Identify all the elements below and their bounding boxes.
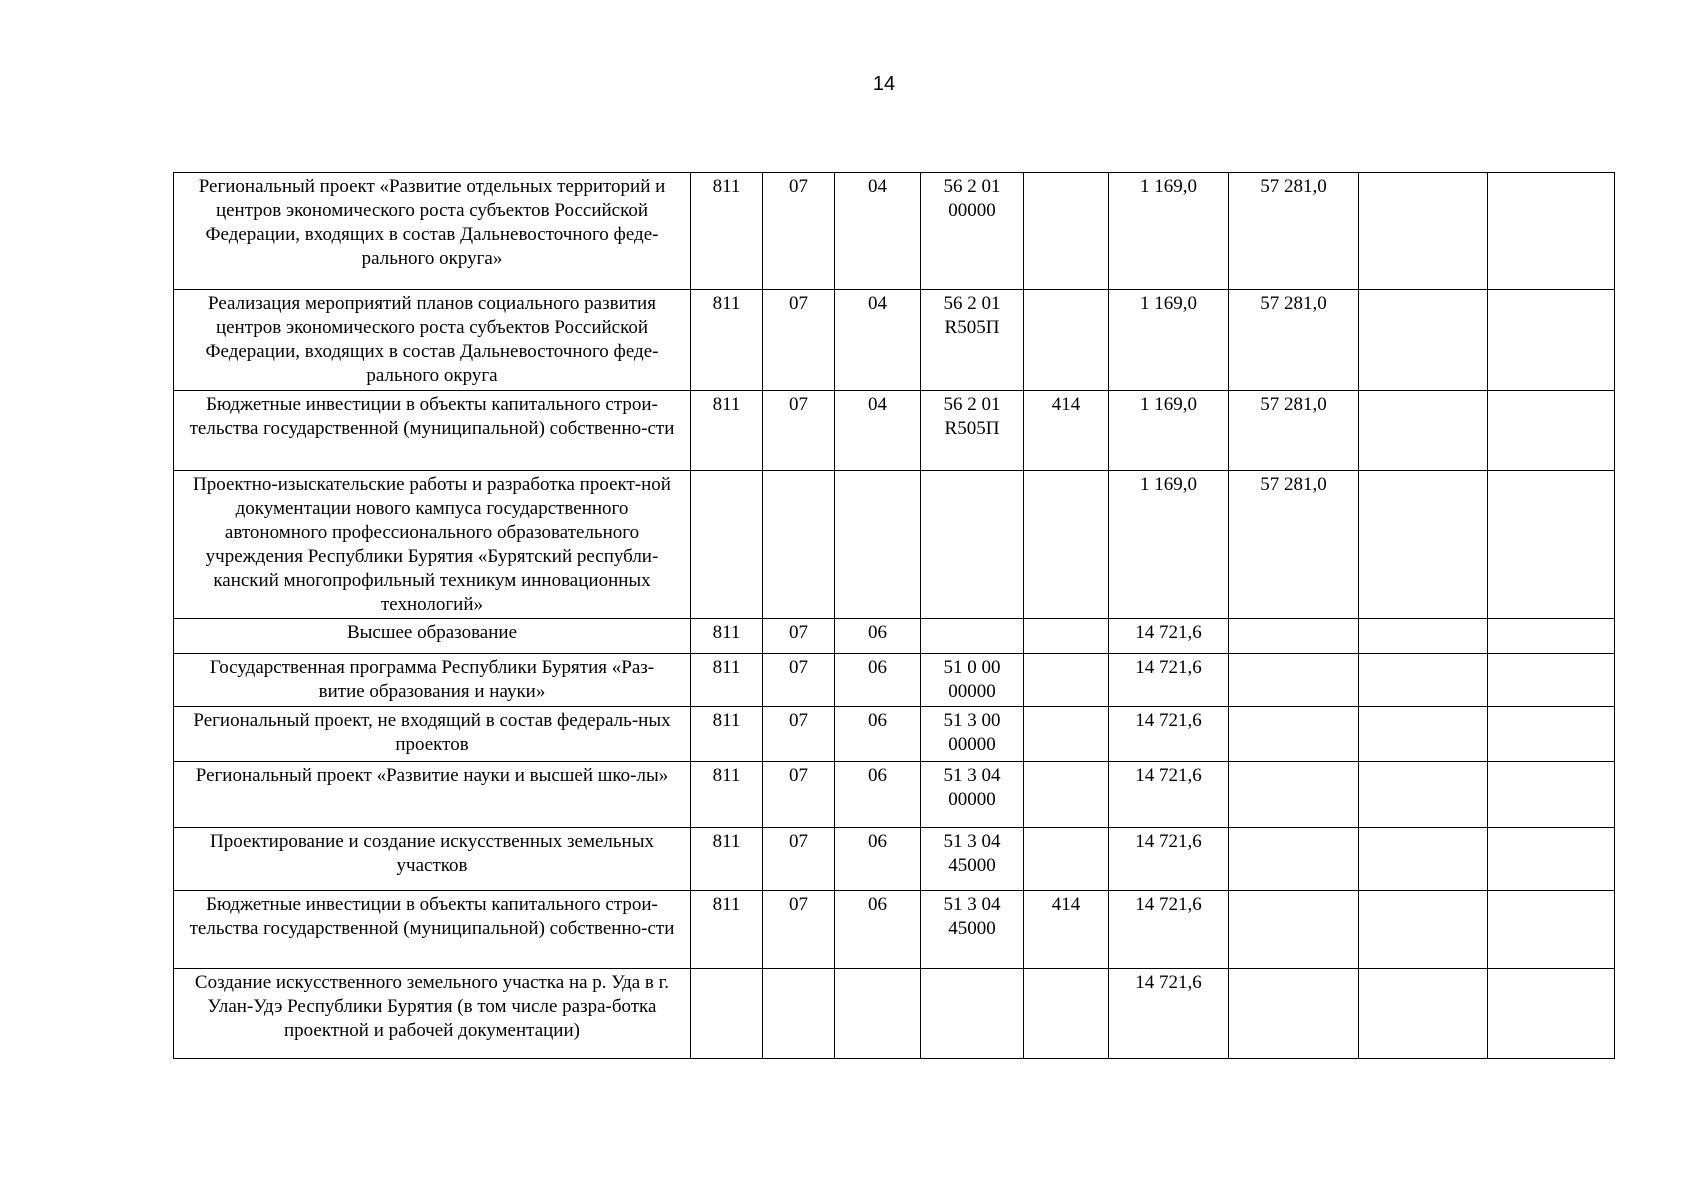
amount-2-cell: 57 281,0 xyxy=(1229,173,1359,290)
subsection-code-cell: 06 xyxy=(835,762,921,828)
ministry-code-cell xyxy=(691,471,763,619)
amount-2-cell xyxy=(1229,619,1359,654)
target-code-cell: 51 0 00 00000 xyxy=(921,654,1024,707)
expense-type-cell: 414 xyxy=(1024,891,1109,969)
amount-3-cell xyxy=(1359,654,1488,707)
target-code-cell: 56 2 01 R505П xyxy=(921,391,1024,471)
section-code-cell xyxy=(763,471,835,619)
ministry-code-cell: 811 xyxy=(691,391,763,471)
table-row xyxy=(174,828,1615,891)
table-row xyxy=(174,969,1615,1059)
amount-3-cell xyxy=(1359,619,1488,654)
table-row xyxy=(174,619,1615,654)
section-code-cell: 07 xyxy=(763,654,835,707)
expense-type-cell xyxy=(1024,471,1109,619)
subsection-code-cell: 06 xyxy=(835,654,921,707)
amount-3-cell xyxy=(1359,762,1488,828)
amount-3-cell xyxy=(1359,391,1488,471)
table-row xyxy=(174,762,1615,828)
table-row xyxy=(174,707,1615,762)
table-row xyxy=(174,471,1615,619)
amount-2-cell xyxy=(1229,707,1359,762)
page-number: 14 xyxy=(872,73,896,95)
amount-4-cell xyxy=(1488,828,1615,891)
expense-type-cell xyxy=(1024,173,1109,290)
amount-3-cell xyxy=(1359,969,1488,1059)
amount-1-cell: 14 721,6 xyxy=(1109,969,1229,1059)
subsection-code-cell xyxy=(835,471,921,619)
amount-3-cell xyxy=(1359,828,1488,891)
row-name-cell: Бюджетные инвестиции в объекты капитального строи-тельства государственной (муниципальной) собственно-сти xyxy=(174,391,691,471)
amount-2-cell xyxy=(1229,828,1359,891)
amount-4-cell xyxy=(1488,290,1615,391)
amount-1-cell: 1 169,0 xyxy=(1109,290,1229,391)
amount-3-cell xyxy=(1359,891,1488,969)
amount-3-cell xyxy=(1359,471,1488,619)
amount-1-cell: 1 169,0 xyxy=(1109,471,1229,619)
amount-1-cell: 14 721,6 xyxy=(1109,654,1229,707)
row-name-cell: Создание искусственного земельного участка на р. Уда в г. Улан-Удэ Республики Бурятия (в том числе разра-ботка проектной и рабочей документации) xyxy=(174,969,691,1059)
amount-4-cell xyxy=(1488,471,1615,619)
amount-4-cell xyxy=(1488,969,1615,1059)
row-name-cell: Бюджетные инвестиции в объекты капитального строи-тельства государственной (муниципальной) собственно-сти xyxy=(174,891,691,969)
expense-type-cell xyxy=(1024,969,1109,1059)
amount-4-cell xyxy=(1488,173,1615,290)
ministry-code-cell xyxy=(691,969,763,1059)
expense-type-cell: 414 xyxy=(1024,391,1109,471)
section-code-cell: 07 xyxy=(763,391,835,471)
subsection-code-cell: 04 xyxy=(835,391,921,471)
subsection-code-cell: 06 xyxy=(835,619,921,654)
amount-2-cell xyxy=(1229,969,1359,1059)
target-code-cell: 51 3 04 45000 xyxy=(921,828,1024,891)
target-code-cell: 51 3 04 00000 xyxy=(921,762,1024,828)
amount-4-cell xyxy=(1488,654,1615,707)
amount-1-cell: 1 169,0 xyxy=(1109,391,1229,471)
amount-4-cell xyxy=(1488,391,1615,471)
amount-4-cell xyxy=(1488,891,1615,969)
amount-4-cell xyxy=(1488,762,1615,828)
amount-2-cell: 57 281,0 xyxy=(1229,290,1359,391)
section-code-cell: 07 xyxy=(763,707,835,762)
amount-1-cell: 14 721,6 xyxy=(1109,762,1229,828)
amount-3-cell xyxy=(1359,290,1488,391)
section-code-cell: 07 xyxy=(763,762,835,828)
row-name-cell: Высшее образование xyxy=(174,619,691,654)
expense-type-cell xyxy=(1024,707,1109,762)
ministry-code-cell: 811 xyxy=(691,654,763,707)
amount-2-cell xyxy=(1229,762,1359,828)
row-name-cell: Региональный проект «Развитие науки и высшей шко-лы» xyxy=(174,762,691,828)
table-row xyxy=(174,891,1615,969)
target-code-cell xyxy=(921,471,1024,619)
ministry-code-cell: 811 xyxy=(691,762,763,828)
amount-4-cell xyxy=(1488,707,1615,762)
ministry-code-cell: 811 xyxy=(691,290,763,391)
expense-type-cell xyxy=(1024,619,1109,654)
amount-2-cell xyxy=(1229,891,1359,969)
expense-type-cell xyxy=(1024,828,1109,891)
budget-table xyxy=(173,172,1615,1059)
target-code-cell xyxy=(921,619,1024,654)
table-row xyxy=(174,654,1615,707)
target-code-cell xyxy=(921,969,1024,1059)
amount-3-cell xyxy=(1359,707,1488,762)
expense-type-cell xyxy=(1024,654,1109,707)
amount-2-cell xyxy=(1229,654,1359,707)
ministry-code-cell: 811 xyxy=(691,891,763,969)
ministry-code-cell: 811 xyxy=(691,173,763,290)
subsection-code-cell: 06 xyxy=(835,828,921,891)
expense-type-cell xyxy=(1024,762,1109,828)
table-row xyxy=(174,173,1615,290)
ministry-code-cell: 811 xyxy=(691,828,763,891)
subsection-code-cell: 04 xyxy=(835,173,921,290)
row-name-cell: Государственная программа Республики Бурятия «Раз-витие образования и науки» xyxy=(174,654,691,707)
section-code-cell: 07 xyxy=(763,619,835,654)
row-name-cell: Региональный проект «Развитие отдельных территорий и центров экономического роста субъектов Российской Федерации, входящих в состав Дальневосточного феде-рального округа» xyxy=(174,173,691,290)
amount-2-cell: 57 281,0 xyxy=(1229,391,1359,471)
section-code-cell xyxy=(763,969,835,1059)
target-code-cell: 51 3 00 00000 xyxy=(921,707,1024,762)
target-code-cell: 56 2 01 00000 xyxy=(921,173,1024,290)
amount-1-cell: 14 721,6 xyxy=(1109,707,1229,762)
subsection-code-cell: 04 xyxy=(835,290,921,391)
row-name-cell: Реализация мероприятий планов социального развития центров экономического роста субъектов Российской Федерации, входящих в состав Дальневосточного феде-рального округа xyxy=(174,290,691,391)
section-code-cell: 07 xyxy=(763,891,835,969)
section-code-cell: 07 xyxy=(763,828,835,891)
section-code-cell: 07 xyxy=(763,173,835,290)
amount-4-cell xyxy=(1488,619,1615,654)
target-code-cell: 51 3 04 45000 xyxy=(921,891,1024,969)
subsection-code-cell: 06 xyxy=(835,707,921,762)
ministry-code-cell: 811 xyxy=(691,619,763,654)
row-name-cell: Проектирование и создание искусственных земельных участков xyxy=(174,828,691,891)
ministry-code-cell: 811 xyxy=(691,707,763,762)
amount-3-cell xyxy=(1359,173,1488,290)
table-row xyxy=(174,290,1615,391)
section-code-cell: 07 xyxy=(763,290,835,391)
table-row xyxy=(174,391,1615,471)
amount-1-cell: 14 721,6 xyxy=(1109,891,1229,969)
subsection-code-cell xyxy=(835,969,921,1059)
amount-2-cell: 57 281,0 xyxy=(1229,471,1359,619)
amount-1-cell: 14 721,6 xyxy=(1109,828,1229,891)
row-name-cell: Региональный проект, не входящий в состав федераль-ных проектов xyxy=(174,707,691,762)
target-code-cell: 56 2 01 R505П xyxy=(921,290,1024,391)
expense-type-cell xyxy=(1024,290,1109,391)
amount-1-cell: 1 169,0 xyxy=(1109,173,1229,290)
subsection-code-cell: 06 xyxy=(835,891,921,969)
amount-1-cell: 14 721,6 xyxy=(1109,619,1229,654)
row-name-cell: Проектно-изыскательские работы и разработка проект-ной документации нового кампуса государственного автономного профессионального образовательного учреждения Республики Бурятия «Бурятский республи-канский многопрофильный техникум инновационных технологий» xyxy=(174,471,691,619)
